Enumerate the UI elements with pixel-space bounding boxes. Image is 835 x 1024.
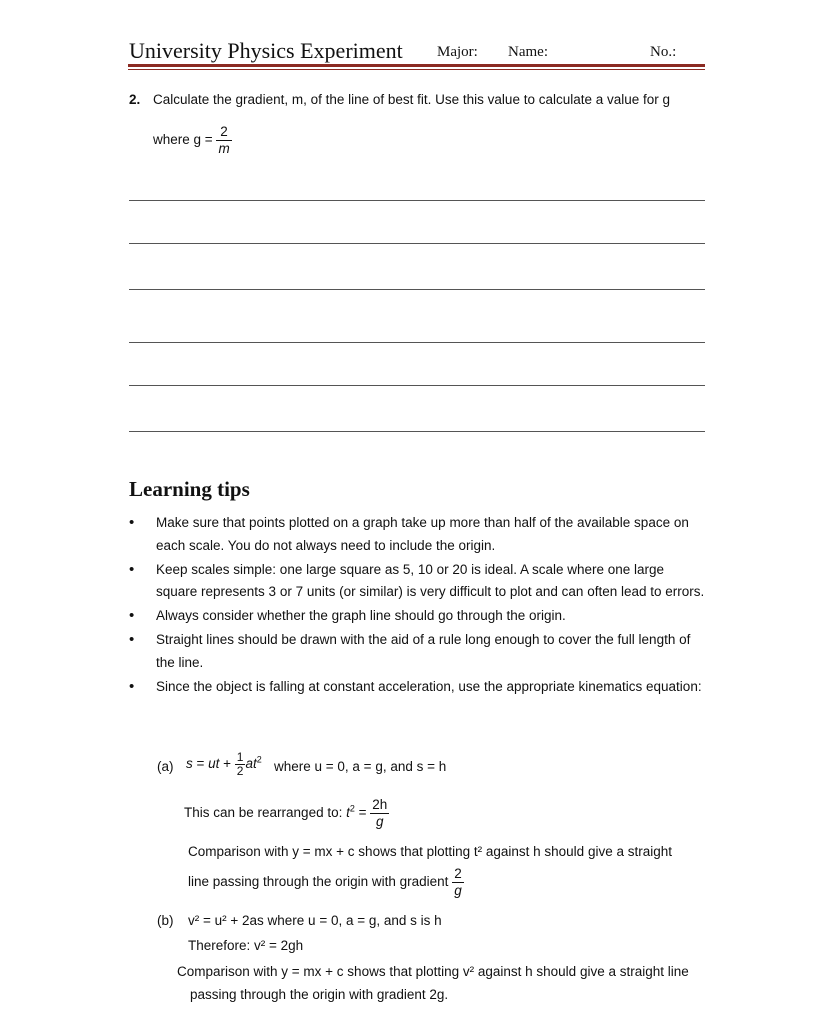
part-a-comparison-1: Comparison with y = mx + c shows that plotting t² against h should give a straight [188, 844, 672, 859]
formula-fraction [216, 124, 231, 157]
rearranged-fraction [370, 797, 389, 830]
gradient-numerator: 2 [454, 866, 462, 881]
learning-tips-list [129, 512, 709, 700]
part-a-label: (a) [157, 759, 174, 774]
rearranged-numerator: 2h [372, 797, 388, 812]
gradient-denominator: g [454, 883, 462, 898]
answer-line[interactable] [129, 431, 705, 432]
formula-prefix: where g = [153, 132, 213, 148]
header-rule-thin [128, 69, 705, 70]
rearranged-prefix: This can be rearranged to: [184, 805, 343, 821]
part-b-comparison-1: Comparison with y = mx + c shows that plotting v² against h should give a straight line [177, 964, 689, 979]
part-a-comparison-2 [188, 866, 464, 899]
part-a-equation: s = ut + $\frac{1}{2}$ $at^2$ [186, 750, 262, 778]
document-title: University Physics Experiment [129, 38, 403, 63]
part-b-comparison-2: passing through the origin with gradient 2g. [190, 987, 449, 1002]
part-b-label: (b) [157, 913, 174, 928]
part-b-therefore: Therefore: v² = 2gh [188, 938, 304, 953]
answer-line[interactable] [129, 243, 705, 244]
list-item: • Since the object is falling at constant acceleration, use the appropriate kinematics equation: [129, 676, 709, 699]
fraction-numerator: 2 [220, 124, 228, 139]
answer-line[interactable] [129, 342, 705, 343]
header-rule [128, 64, 705, 67]
answer-line[interactable] [129, 289, 705, 290]
list-item: • Straight lines should be drawn with the aid of a rule long enough to cover the full length of the line. [129, 629, 709, 674]
question-text: Calculate the gradient, m, of the line of best fit. Use this value to calculate a value for g [153, 92, 671, 107]
list-item: • Make sure that points plotted on a graph take up more than half of the available space on each scale. You do not always need to include the origin. [129, 512, 709, 557]
answer-line[interactable] [129, 200, 705, 201]
question-number: 2. [129, 92, 141, 107]
answer-line[interactable] [129, 385, 705, 386]
learning-tips-heading: Learning tips [129, 477, 250, 501]
gradient-fraction [452, 866, 464, 899]
rearranged-denominator: g [370, 813, 389, 830]
list-item: • Always consider whether the graph line should go through the origin. [129, 605, 709, 628]
major-label: Major: [437, 44, 478, 60]
comparison-text: line passing through the origin with gradient [188, 874, 449, 890]
list-item: • Keep scales simple: one large square as 5, 10 or 20 is ideal. A scale where one large square represents 3 or 7 units (or similar) is very difficult to plot and can often lead to errors. [129, 559, 709, 604]
fraction-denominator: m [218, 141, 230, 156]
question-formula [153, 124, 232, 157]
part-b-equation: v² = u² + 2as where u = 0, a = g, and s is h [188, 913, 442, 928]
part-a-rearranged: This can be rearranged to: $t^2$ = $\frac{2h}{g}$ [184, 797, 388, 829]
name-label: Name: [508, 44, 548, 60]
part-a-conditions: where u = 0, a = g, and s = h [274, 759, 447, 774]
number-label: No.: [650, 44, 677, 60]
